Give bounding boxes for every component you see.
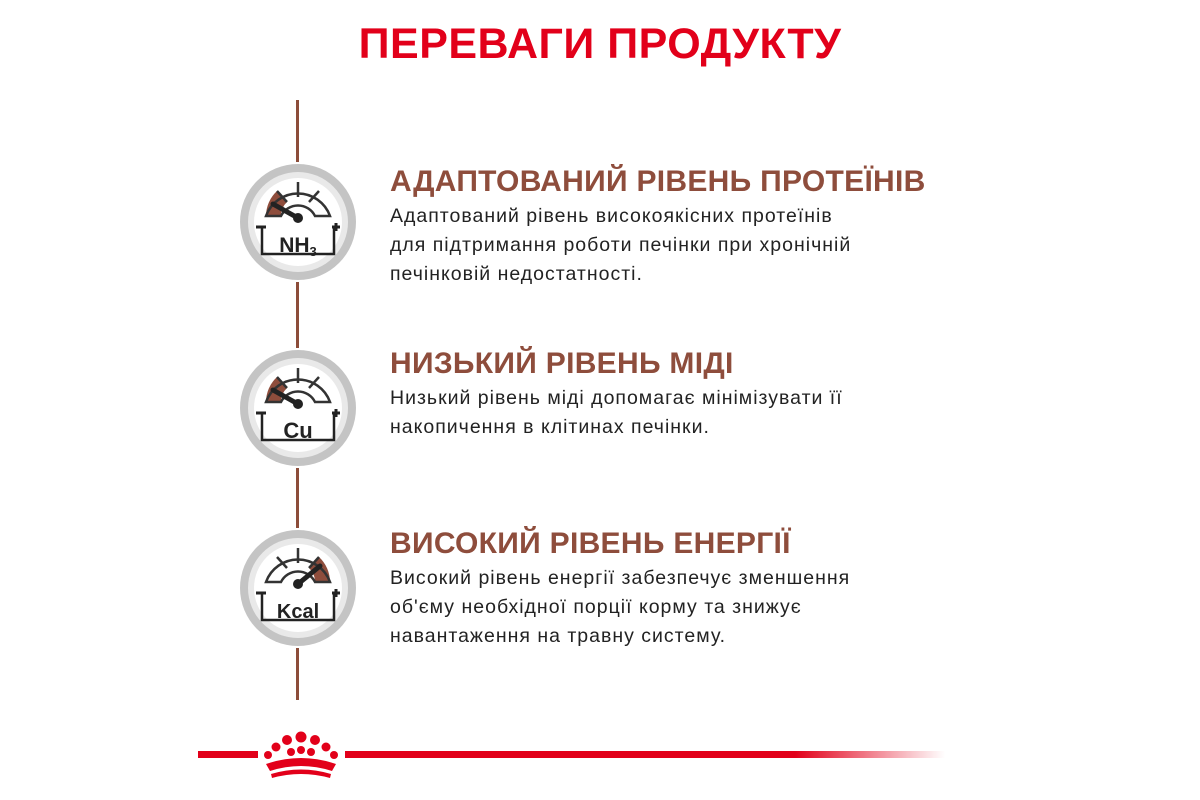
- svg-text:Cu: [283, 418, 312, 443]
- ammonia-gauge-icon: [238, 162, 358, 282]
- benefit-text-line: накопичення в клітинах печінки.: [390, 416, 710, 438]
- benefit-item-protein: [390, 162, 950, 289]
- benefit-text-line: об'єму необхідної порції корму та знижує: [390, 596, 802, 618]
- benefit-text-line: Низький рівень міді допомагає мінімізувати її: [390, 387, 843, 409]
- benefit-text-line: навантаження на травну систему.: [390, 625, 727, 647]
- timeline-line-segment-1: [296, 282, 299, 348]
- benefit-heading: ВИСОКИЙ РІВЕНЬ ЕНЕРГІЇ: [390, 527, 791, 560]
- benefit-text-line: Адаптований рівень високоякісних протеїнів: [390, 205, 833, 227]
- footer-band: [0, 730, 1200, 790]
- footer-red-line-right: [345, 751, 945, 758]
- footer-red-line-left: [198, 751, 258, 758]
- page-title: ПЕРЕВАГИ ПРОДУКТУ: [358, 20, 842, 68]
- timeline-line-segment-2: [296, 468, 299, 528]
- benefit-text-line: печінковій недостатності.: [390, 263, 643, 285]
- badge-label: NH: [279, 234, 310, 257]
- energy-gauge-icon: [238, 528, 358, 648]
- badge-subscript: 3: [309, 244, 317, 259]
- badge-label: Kcal: [276, 601, 320, 623]
- copper-gauge-icon: [238, 348, 358, 468]
- svg-text:Kcal: [277, 601, 319, 623]
- benefit-heading: НИЗЬКИЙ РІВЕНЬ МІДІ: [390, 347, 734, 380]
- benefit-text-line: Високий рівень енергії забезпечує зменшення: [390, 567, 851, 589]
- benefit-heading: АДАПТОВАНИЙ РІВЕНЬ ПРОТЕЇНІВ: [390, 165, 926, 198]
- badge-label: Cu: [283, 418, 313, 443]
- benefit-text-line: для підтримання роботи печінки при хронічній: [390, 234, 852, 256]
- timeline-line-bottom: [296, 648, 299, 700]
- benefit-item-energy: [390, 524, 950, 651]
- royal-crown-logo-icon: [264, 732, 338, 779]
- benefit-item-copper: [390, 344, 950, 442]
- timeline-line-top: [296, 100, 299, 162]
